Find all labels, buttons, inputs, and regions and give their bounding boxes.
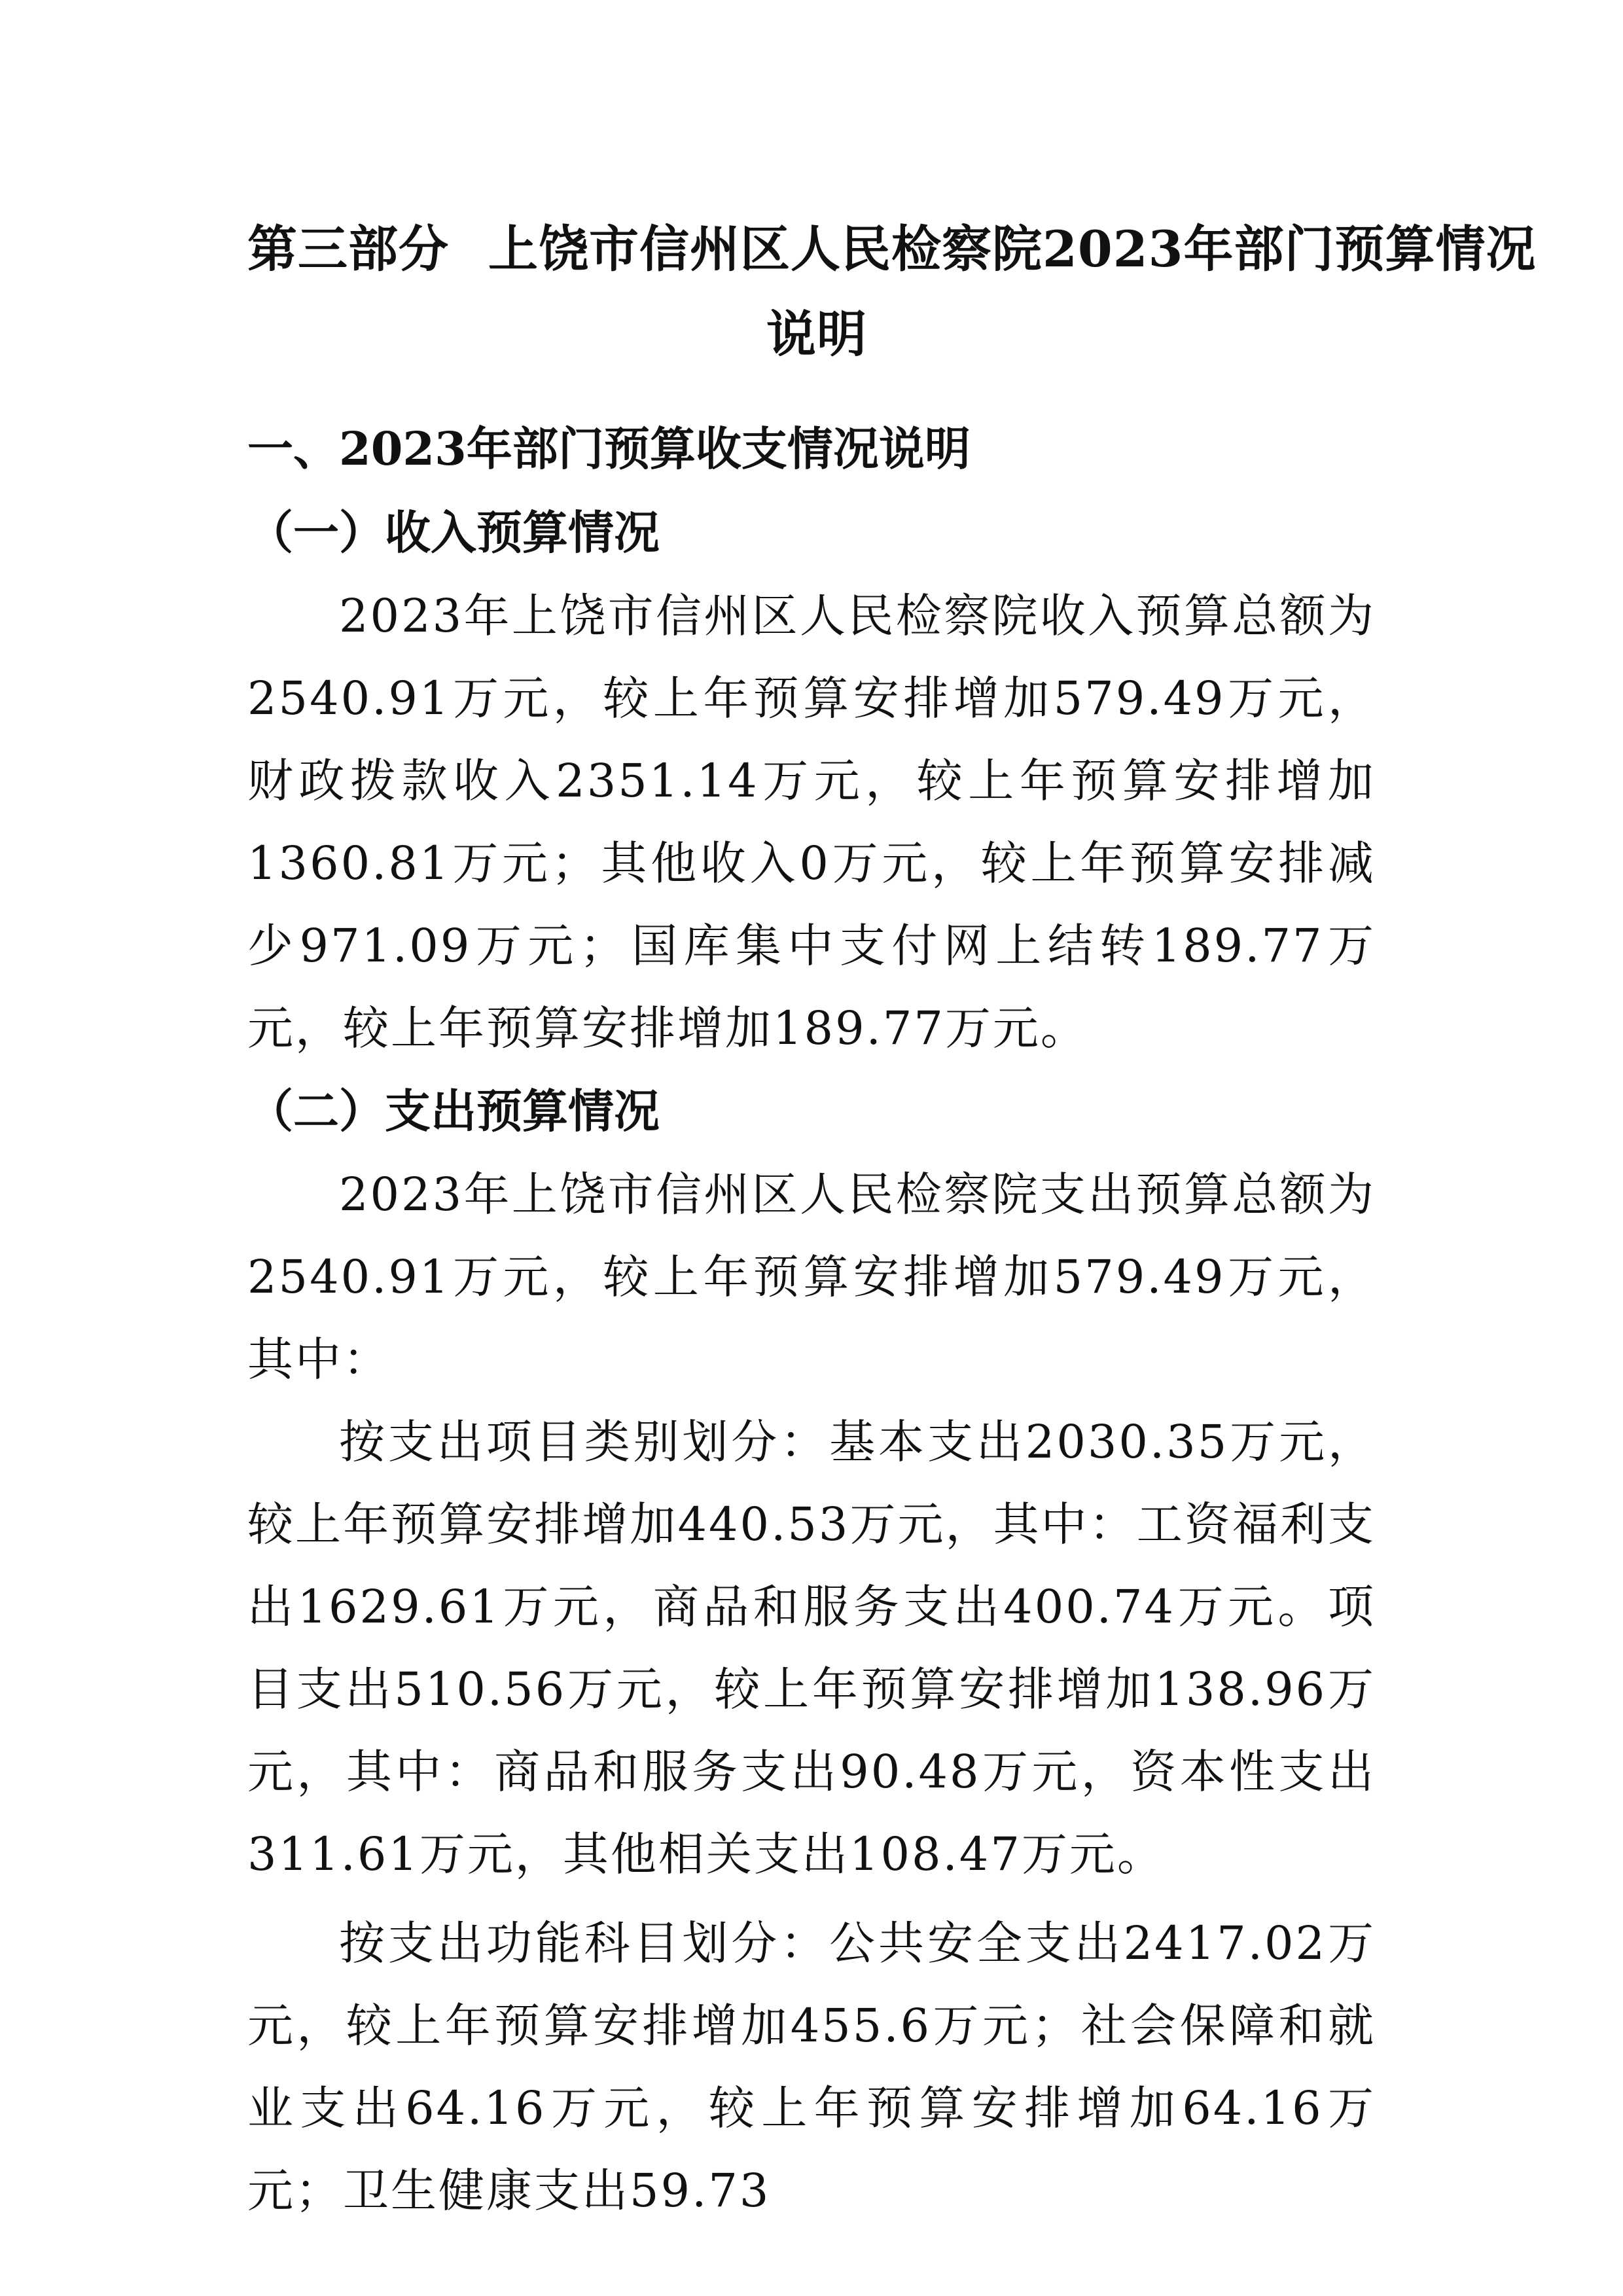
expenditure-paragraph-by-function: 按支出功能科目划分：公共安全支出2417.02万元，较上年预算安排增加455.6万元；社会保障和就业支出64.16万元，较上年预算安排增加64.16万元；卫生健康支出59.73	[247, 1916, 1376, 2217]
expenditure-paragraph-by-category: 按支出项目类别划分：基本支出2030.35万元，较上年预算安排增加440.53万元，其中：工资福利支出1629.61万元，商品和服务支出400.74万元。项目支出510.56万元，较上年预算安排增加138.96万元，其中：商品和服务支出90.48万元，资本性支出311.61万元，其他相关支出108.47万元。	[247, 1415, 1376, 1881]
expenditure-heading: （二）支出预算情况	[247, 1084, 660, 1138]
document-title	[247, 207, 1537, 377]
income-paragraph: 2023年上饶市信州区人民检察院收入预算总额为2540.91万元，较上年预算安排增加579.49万元，财政拨款收入2351.14万元，较上年预算安排增加1360.81万元；其他收入0万元，较上年预算安排减少971.09万元；国库集中支付网上结转189.77万元，较上年预算安排增加189.77万元。	[247, 589, 1376, 1055]
paragraph-spacer	[247, 1895, 1376, 1902]
title-main-text: 上饶市信州区人民检察院2023年部门预算情况	[488, 220, 1537, 278]
expenditure-paragraph-total: 2023年上饶市信州区人民检察院支出预算总额为2540.91万元，较上年预算安排增加579.49万元，其中：	[247, 1168, 1376, 1386]
income-heading: （一）收入预算情况	[247, 505, 660, 560]
title-line-2: 说明	[766, 305, 867, 363]
section-heading: 一、2023年部门预算收支情况说明	[247, 422, 971, 476]
document-body	[247, 407, 1376, 2232]
title-line-1	[247, 207, 1537, 292]
title-part-label: 第三部分	[247, 220, 449, 278]
